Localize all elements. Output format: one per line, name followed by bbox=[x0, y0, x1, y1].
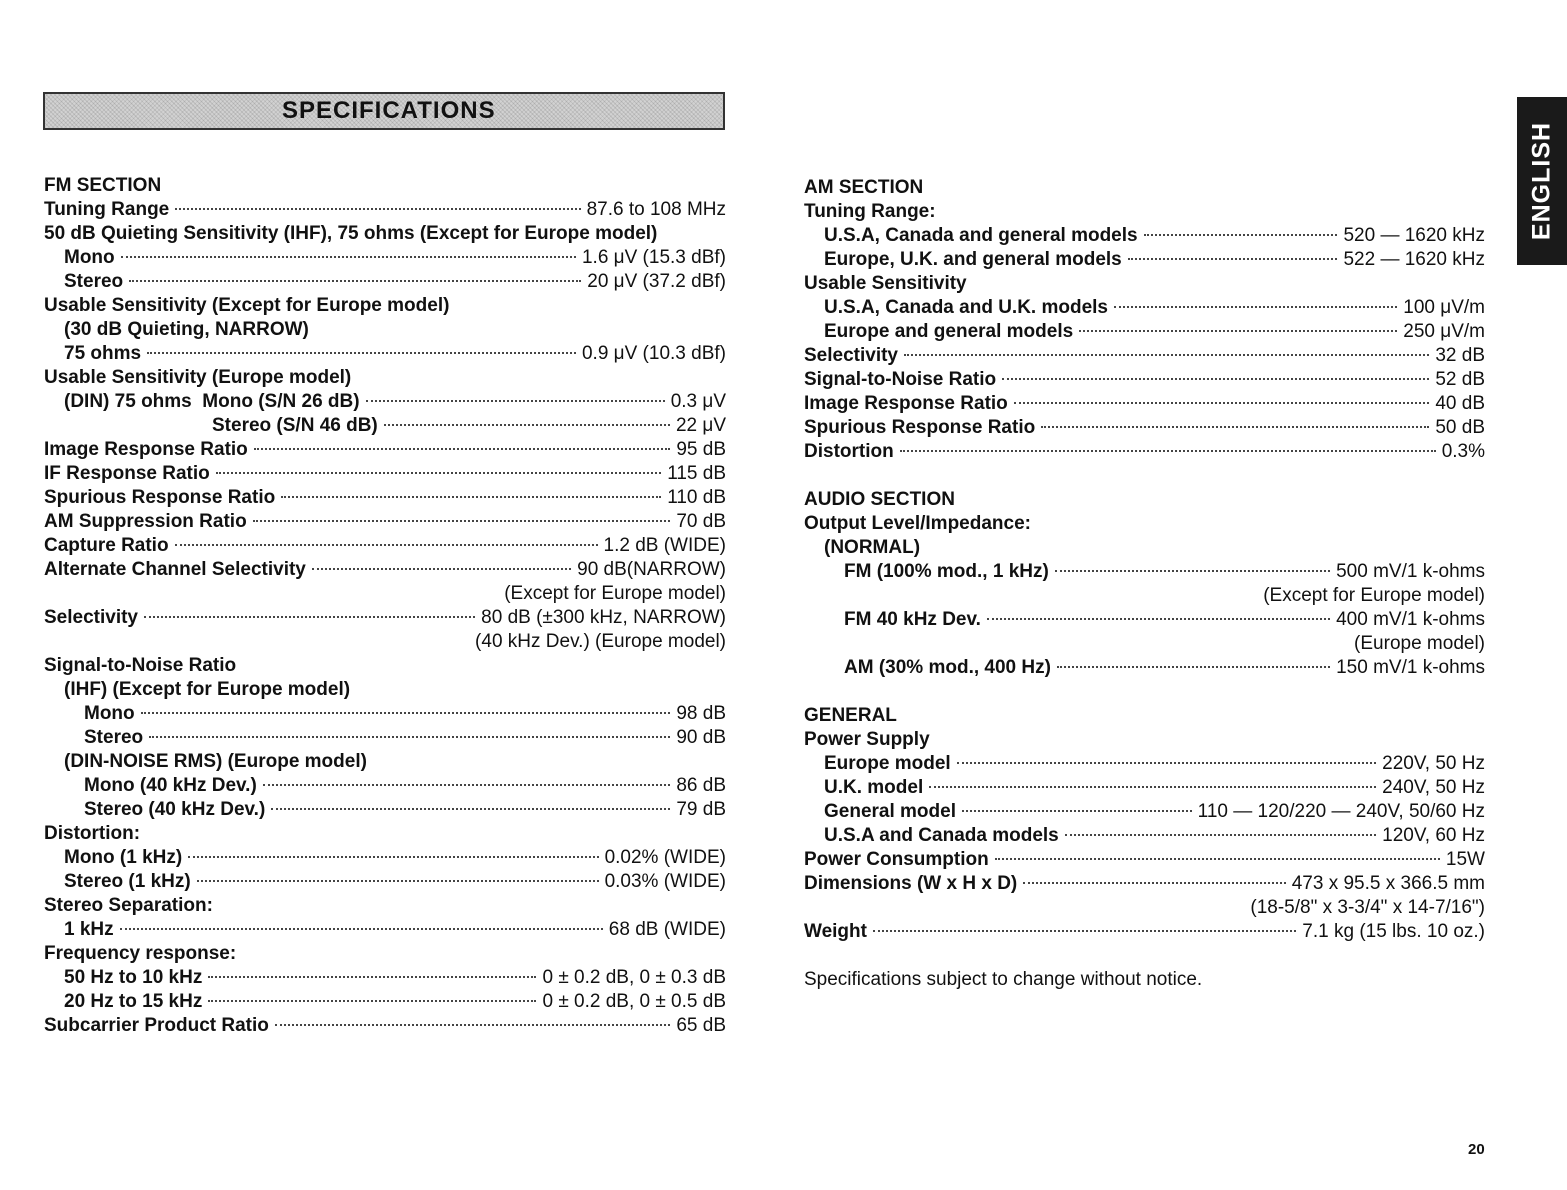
spec-value: 220V, 50 Hz bbox=[1382, 753, 1485, 774]
spec-label: Mono bbox=[64, 247, 115, 268]
spec-row bbox=[804, 920, 1485, 944]
section-heading: FM SECTION bbox=[44, 175, 162, 196]
page-number: 20 bbox=[1468, 1141, 1485, 1158]
spec-label: Selectivity bbox=[804, 345, 898, 366]
spec-value: 0.9 μV (10.3 dBf) bbox=[581, 343, 726, 364]
spec-row bbox=[44, 198, 726, 222]
spec-label: Spurious Response Ratio bbox=[44, 487, 276, 508]
spec-label: U.S.A, Canada and general models bbox=[824, 225, 1138, 246]
spec-row bbox=[44, 966, 726, 990]
spec-note: (Except for Europe model) bbox=[504, 583, 726, 604]
spec-subheading: (IHF) (Except for Europe model) bbox=[64, 679, 351, 700]
spec-value: 20 μV (37.2 dBf) bbox=[587, 271, 726, 292]
spec-row bbox=[804, 848, 1485, 872]
spec-value: 90 dB bbox=[676, 727, 726, 748]
spec-value: 0.3% bbox=[1441, 441, 1485, 462]
spec-value: 15W bbox=[1445, 849, 1485, 870]
spec-value: 79 dB bbox=[676, 799, 726, 820]
spec-label: Europe model bbox=[824, 753, 951, 774]
spec-row bbox=[804, 776, 1485, 800]
spec-row bbox=[44, 414, 726, 438]
spec-heading: Frequency response: bbox=[44, 943, 237, 964]
spec-label: IF Response Ratio bbox=[44, 463, 210, 484]
spec-label: AM (30% mod., 400 Hz) bbox=[844, 657, 1051, 678]
spec-value: 150 mV/1 k-ohms bbox=[1336, 657, 1485, 678]
spec-row bbox=[44, 990, 726, 1014]
spec-row bbox=[804, 224, 1485, 248]
spec-value: 50 dB bbox=[1435, 417, 1485, 438]
spec-value: 0 ± 0.2 dB, 0 ± 0.5 dB bbox=[542, 991, 726, 1012]
spec-heading: Usable Sensitivity (Except for Europe model) bbox=[44, 295, 450, 316]
spec-heading: Output Level/Impedance: bbox=[804, 513, 1031, 534]
spec-label: Dimensions (W x H x D) bbox=[804, 873, 1018, 894]
spec-row bbox=[804, 320, 1485, 344]
spec-row bbox=[44, 390, 726, 414]
spec-row bbox=[804, 800, 1485, 824]
spec-label: Alternate Channel Selectivity bbox=[44, 559, 306, 580]
spec-value: 0.02% (WIDE) bbox=[604, 847, 726, 868]
spec-value: 7.1 kg (15 lbs. 10 oz.) bbox=[1302, 921, 1485, 942]
spec-row bbox=[804, 248, 1485, 272]
spec-value: 100 μV/m bbox=[1403, 297, 1485, 318]
spec-value: 40 dB bbox=[1435, 393, 1485, 414]
spec-label: Subcarrier Product Ratio bbox=[44, 1015, 269, 1036]
spec-value: 1.6 μV (15.3 dBf) bbox=[581, 247, 726, 268]
spec-row bbox=[44, 270, 726, 294]
spec-value: 0 ± 0.2 dB, 0 ± 0.3 dB bbox=[542, 967, 726, 988]
spec-note: (Europe model) bbox=[1354, 633, 1485, 654]
spec-label: Mono bbox=[84, 703, 135, 724]
spec-value: 115 dB bbox=[667, 463, 726, 484]
spec-label: U.S.A and Canada models bbox=[824, 825, 1059, 846]
spec-value: 98 dB bbox=[676, 703, 726, 724]
spec-subheading: (NORMAL) bbox=[824, 537, 921, 558]
spec-value: 1.2 dB (WIDE) bbox=[603, 535, 726, 556]
spec-value: 522 — 1620 kHz bbox=[1343, 249, 1485, 270]
spec-row bbox=[44, 246, 726, 270]
spec-label: (DIN) 75 ohms Mono (S/N 26 dB) bbox=[64, 391, 360, 412]
spec-label: Weight bbox=[804, 921, 867, 942]
spec-heading: 50 dB Quieting Sensitivity (IHF), 75 ohms (Except for Europe model) bbox=[44, 223, 658, 244]
spec-note: (18-5/8" x 3-3/4" x 14-7/16") bbox=[1250, 897, 1485, 918]
spec-row bbox=[804, 656, 1485, 680]
spec-row bbox=[804, 416, 1485, 440]
spec-value: 65 dB bbox=[676, 1015, 726, 1036]
spec-label: Capture Ratio bbox=[44, 535, 169, 556]
spec-heading: Usable Sensitivity (Europe model) bbox=[44, 367, 352, 388]
specifications-banner bbox=[43, 92, 725, 130]
spec-row bbox=[804, 344, 1485, 368]
spec-label: FM 40 kHz Dev. bbox=[844, 609, 981, 630]
spec-label: Tuning Range bbox=[44, 199, 170, 220]
spec-row bbox=[44, 846, 726, 870]
spec-label: 20 Hz to 15 kHz bbox=[64, 991, 203, 1012]
spec-value: 0.03% (WIDE) bbox=[604, 871, 726, 892]
spec-label: Signal-to-Noise Ratio bbox=[804, 369, 997, 390]
fm-section bbox=[44, 174, 726, 1038]
spec-label: Europe, U.K. and general models bbox=[824, 249, 1122, 270]
spec-value: 110 — 120/220 — 240V, 50/60 Hz bbox=[1197, 801, 1485, 822]
spec-row bbox=[804, 440, 1485, 464]
right-column bbox=[804, 176, 1485, 992]
spec-value: 473 x 95.5 x 366.5 mm bbox=[1291, 873, 1485, 894]
spec-row bbox=[804, 296, 1485, 320]
spec-label: AM Suppression Ratio bbox=[44, 511, 247, 532]
spec-heading: Tuning Range: bbox=[804, 201, 936, 222]
spec-value: 400 mV/1 k-ohms bbox=[1336, 609, 1485, 630]
general-section bbox=[804, 704, 1485, 944]
spec-label: Stereo (40 kHz Dev.) bbox=[84, 799, 266, 820]
spec-row bbox=[44, 462, 726, 486]
spec-heading: Power Supply bbox=[804, 729, 930, 750]
section-heading: GENERAL bbox=[804, 705, 897, 726]
spec-row bbox=[44, 774, 726, 798]
spec-label: Selectivity bbox=[44, 607, 138, 628]
spec-label: Image Response Ratio bbox=[44, 439, 248, 460]
spec-value: 80 dB (±300 kHz, NARROW) bbox=[481, 607, 726, 628]
spec-value: 70 dB bbox=[676, 511, 726, 532]
spec-row bbox=[804, 608, 1485, 632]
spec-note: (40 kHz Dev.) (Europe model) bbox=[475, 631, 726, 652]
spec-value: 52 dB bbox=[1435, 369, 1485, 390]
spec-label: Distortion bbox=[804, 441, 894, 462]
spec-row bbox=[44, 534, 726, 558]
spec-subheading: (DIN-NOISE RMS) (Europe model) bbox=[64, 751, 367, 772]
spec-label: 50 Hz to 10 kHz bbox=[64, 967, 203, 988]
spec-row bbox=[804, 872, 1485, 896]
am-section bbox=[804, 176, 1485, 464]
spec-value: 240V, 50 Hz bbox=[1382, 777, 1485, 798]
spec-label: Mono (40 kHz Dev.) bbox=[84, 775, 257, 796]
spec-value: 95 dB bbox=[676, 439, 726, 460]
section-heading: AM SECTION bbox=[804, 177, 924, 198]
spec-row bbox=[44, 342, 726, 366]
section-heading: AUDIO SECTION bbox=[804, 489, 955, 510]
spec-heading: Distortion: bbox=[44, 823, 141, 844]
spec-row bbox=[44, 870, 726, 894]
spec-row bbox=[804, 824, 1485, 848]
spec-label: Stereo bbox=[64, 271, 124, 292]
spec-label: 1 kHz bbox=[64, 919, 114, 940]
spec-row bbox=[804, 368, 1485, 392]
spec-label: General model bbox=[824, 801, 956, 822]
spec-label: U.K. model bbox=[824, 777, 924, 798]
spec-value: 110 dB bbox=[667, 487, 726, 508]
language-tab bbox=[1517, 97, 1567, 265]
spec-value: 22 μV bbox=[675, 415, 726, 436]
spec-row bbox=[44, 1014, 726, 1038]
spec-value: 520 — 1620 kHz bbox=[1343, 225, 1485, 246]
spec-row bbox=[44, 558, 726, 582]
spec-value: 86 dB bbox=[676, 775, 726, 796]
spec-value: 120V, 60 Hz bbox=[1382, 825, 1485, 846]
spec-row bbox=[804, 752, 1485, 776]
spec-label: U.S.A, Canada and U.K. models bbox=[824, 297, 1108, 318]
spec-value: 500 mV/1 k-ohms bbox=[1336, 561, 1485, 582]
spec-row bbox=[804, 392, 1485, 416]
spec-label: Power Consumption bbox=[804, 849, 989, 870]
spec-row bbox=[44, 606, 726, 630]
spec-label: Stereo (1 kHz) bbox=[64, 871, 191, 892]
spec-note: (Except for Europe model) bbox=[1263, 585, 1485, 606]
spec-label: Stereo bbox=[84, 727, 144, 748]
language-tab-label: ENGLISH bbox=[1527, 121, 1556, 241]
spec-row bbox=[44, 918, 726, 942]
spec-value: 0.3 μV bbox=[670, 391, 726, 412]
spec-subheading: (30 dB Quieting, NARROW) bbox=[64, 319, 309, 340]
spec-label: Stereo (S/N 46 dB) bbox=[212, 415, 378, 436]
spec-heading: Signal-to-Noise Ratio bbox=[44, 655, 237, 676]
spec-value: 32 dB bbox=[1435, 345, 1485, 366]
spec-value: 250 μV/m bbox=[1403, 321, 1485, 342]
spec-row bbox=[804, 560, 1485, 584]
spec-value: 90 dB(NARROW) bbox=[577, 559, 726, 580]
change-notice: Specifications subject to change without notice. bbox=[804, 969, 1203, 990]
spec-label: Mono (1 kHz) bbox=[64, 847, 183, 868]
spec-row bbox=[44, 438, 726, 462]
spec-label: FM (100% mod., 1 kHz) bbox=[844, 561, 1049, 582]
spec-value: 87.6 to 108 MHz bbox=[586, 199, 726, 220]
spec-label: Image Response Ratio bbox=[804, 393, 1008, 414]
spec-row bbox=[44, 486, 726, 510]
spec-value: 68 dB (WIDE) bbox=[608, 919, 726, 940]
spec-heading: Usable Sensitivity bbox=[804, 273, 967, 294]
audio-section bbox=[804, 488, 1485, 680]
spec-row bbox=[44, 702, 726, 726]
spec-row bbox=[44, 798, 726, 822]
spec-label: Europe and general models bbox=[824, 321, 1074, 342]
spec-row bbox=[44, 726, 726, 750]
spec-heading: Stereo Separation: bbox=[44, 895, 213, 916]
spec-row bbox=[44, 510, 726, 534]
page-title: SPECIFICATIONS bbox=[282, 97, 496, 124]
spec-label: Spurious Response Ratio bbox=[804, 417, 1036, 438]
spec-label: 75 ohms bbox=[64, 343, 142, 364]
